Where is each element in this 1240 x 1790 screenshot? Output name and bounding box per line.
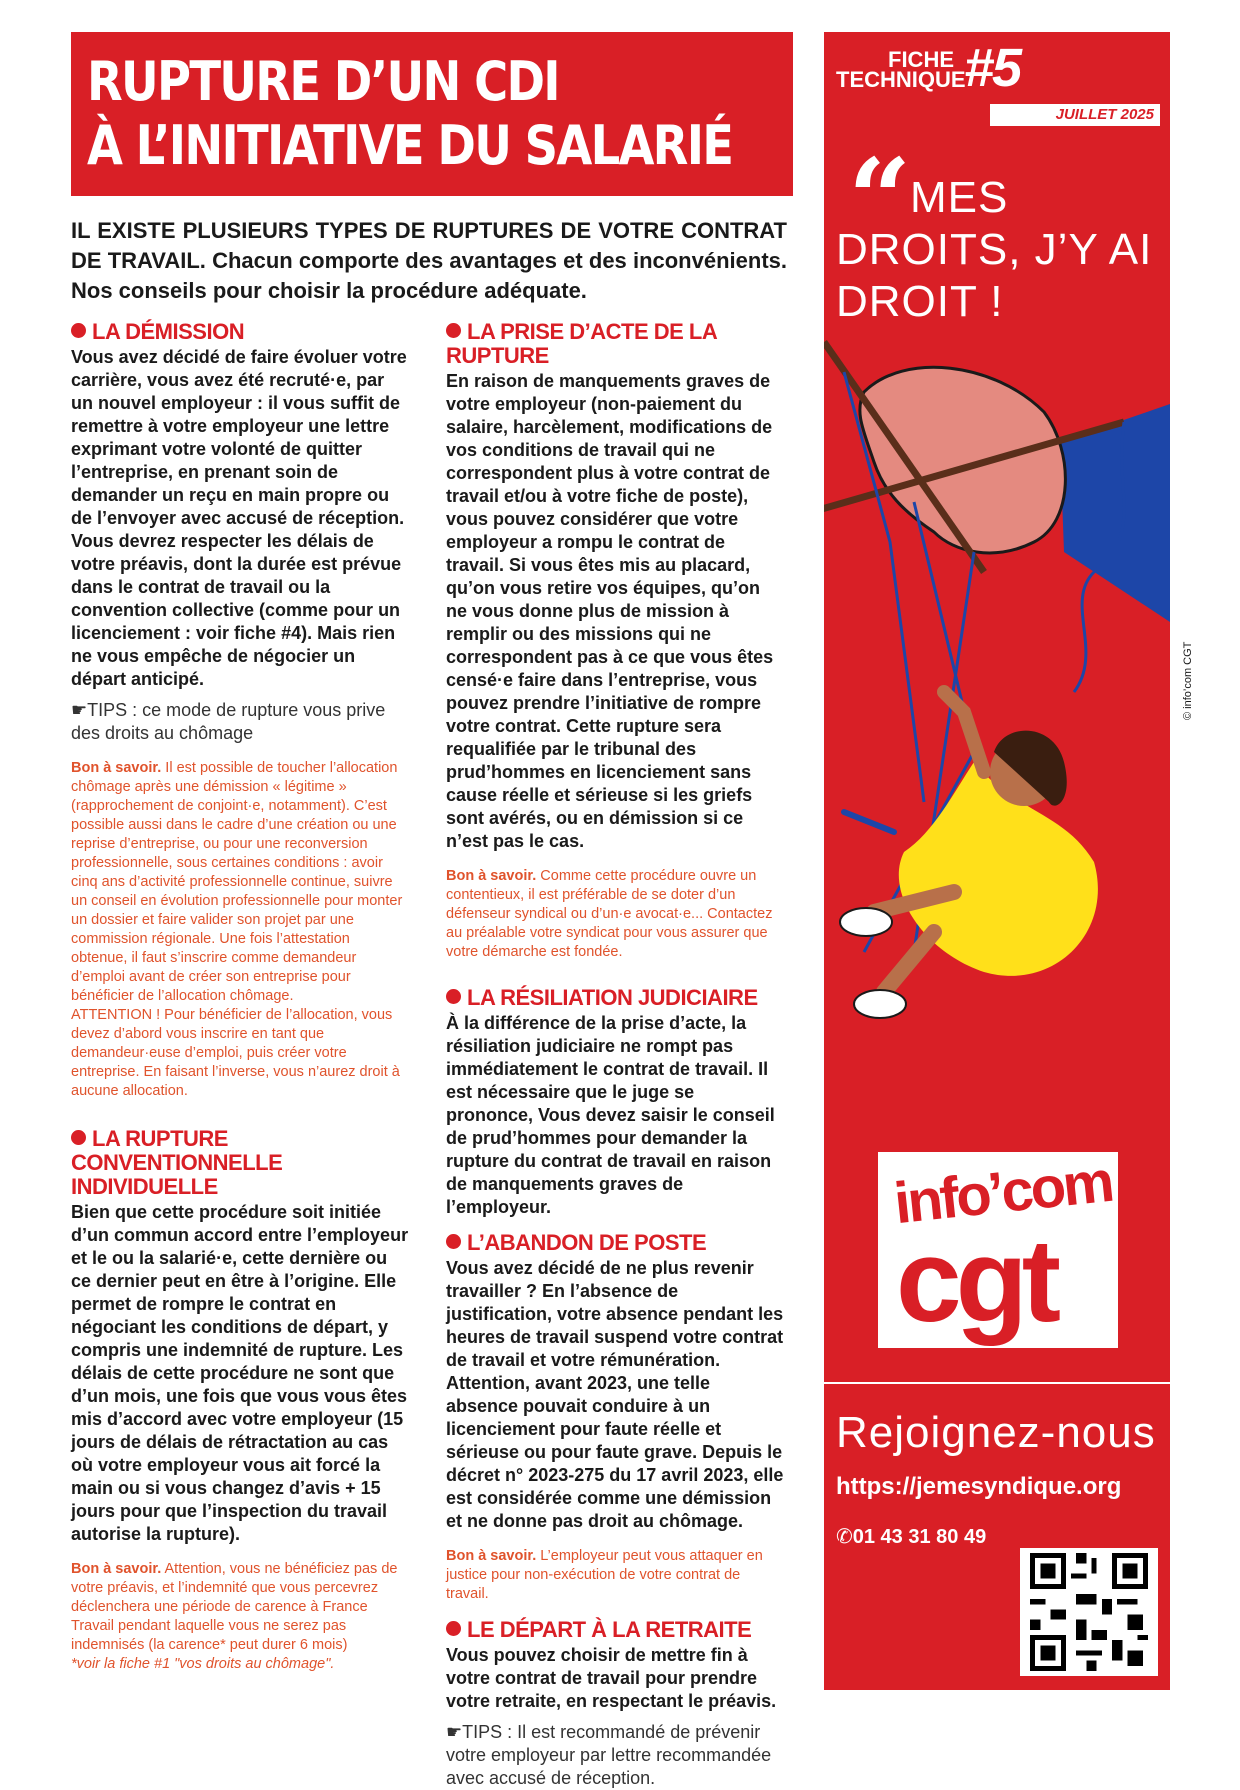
- quote-mark-icon: “: [848, 134, 912, 263]
- issue-date: JUILLET 2025: [990, 104, 1160, 126]
- puppet-illustration: [824, 332, 1170, 1132]
- section-heading: L’ABANDON DE POSTE: [446, 1231, 786, 1255]
- section-demission: [71, 320, 409, 1101]
- tips-text: ☛TIPS : ce mode de rupture vous prive des droits au chômage: [71, 700, 386, 743]
- hand-icon: [860, 367, 1066, 553]
- bullet-dot-icon: [71, 1130, 86, 1145]
- leg-shape: [884, 932, 934, 992]
- intro-text: IL EXISTE PLUSIEURS TYPES DE RUPTURES DE VOTRE CONTRAT DE TRAVAIL. Chacun comporte des avantages et des inconvénients. Nos conseils pour choisir la procédure adéquate.: [71, 218, 787, 303]
- join-link[interactable]: https://jemesyndique.org: [836, 1473, 1122, 1500]
- section-heading: LA RÉSILIATION JUDICIAIRE: [446, 986, 786, 1010]
- bullet-dot-icon: [446, 323, 461, 338]
- column-left: [71, 320, 409, 1674]
- page-title: [87, 50, 732, 178]
- fiche-link[interactable]: *voir la fiche #1 "vos droits au chômage".: [71, 1656, 335, 1672]
- bullet-dot-icon: [446, 1621, 461, 1636]
- section-heading: LA PRISE D’ACTE DE LA RUPTURE: [446, 319, 717, 368]
- bon-a-savoir: Bon à savoir. Il est possible de toucher l’allocation chômage après une démission « légitime » (rapprochement de conjoint·e, notamment). C’est possible aussi dans le cadre d’une création ou une reprise d’entreprise, ou pour une reconversion professionnelle, sous certaines conditions : avoir cinq ans d’activité professionnelle continue, suivre un conseil en évolution professionnelle pour monter un dossier et faire valider son projet par une commission régionale. Une fois l’attestation obtenue, il faut s’inscrire comme demandeur d’emploi avant de créer son entreprise pour bénéficier de l’allocation chômage. ATTENTION ! Pour bénéficier de l’allocation, vous devez d’abord vous inscrire en tant que demandeur·euse d’emploi, puis créer votre entreprise. En faisant l’inverse, vous n’aurez droit à aucune allocation.: [71, 760, 403, 1099]
- section-resiliation: [446, 986, 786, 1219]
- column-middle: [446, 320, 786, 1790]
- section-heading: LA RUPTURE CONVENTIONNELLE INDIVIDUELLE: [71, 1126, 283, 1199]
- bon-a-savoir: Bon à savoir. Attention, vous ne bénéficiez pas de votre préavis, et l’indemnité que vous percevrez déclenchera une période de carence à France Travail pendant laquelle vous ne serez pas indemnisés (la carence* peut durer 6 mois) *voir la fiche #1 "vos droits au chômage".: [71, 1561, 398, 1672]
- section-body: Vous avez décidé de faire évoluer votre carrière, vous avez été recruté·e, par un nouvel employeur : il vous suffit de remettre à votre employeur une lettre exprimant votre volonté de quitter l’entreprise, en prenant soin de demander un reçu en main propre ou de l’envoyer avec accusé de réception. Vous devrez respecter les délais de votre préavis, dont la durée est prévue dans le contrat de travail ou la convention collective (comme pour un licenciement : voir fiche #4). Mais rien ne vous empêche de négocier un départ anticipé.: [71, 347, 407, 689]
- tips-text: ☛TIPS : Il est recommandé de prévenir votre employeur par lettre recommandée avec accusé de réception.: [446, 1722, 772, 1788]
- section-body: Bien que cette procédure soit initiée d’un commun accord entre l’employeur et le ou la salarié·e, cette dernière ou ce dernier peut en être à l’origine. Elle permet de rompre le contrat en négociant les conditions de départ, y compris une indemnité de rupture. Les délais de cette procédure ne sont que d’un mois, une fois que vous vous êtes mis d’accord avec votre employeur (15 jours de délais de rétractation au cas où votre employeur vous ait forcé la main ou si vous changez d’avis + 15 jours pour que l’inspection du travail autorise la rupture).: [71, 1202, 409, 1544]
- shoe-icon: [840, 908, 892, 936]
- join-heading: Rejoignez-nous: [836, 1408, 1156, 1457]
- section-abandon: [446, 1231, 786, 1604]
- title-banner: [71, 32, 793, 196]
- section-body: En raison de manquements graves de votre employeur (non-paiement du salaire, harcèlement, modifications de vos conditions de travail qui ne correspondent plus à votre contrat de travail et/ou à votre fiche de poste), vous pouvez considérer que votre employeur a rompu le contrat de travail. Si vous êtes mis au placard, qu’on vous retire vos équipes, qu’on ne vous donne plus de mission à remplir ou des missions qui ne correspondent pas à ce que vous êtes censé·e faire dans l’entreprise, vous pouvez prendre l’initiative de rompre votre contrat. Cette rupture sera requalifiée par le tribunal des prud’hommes en licenciement sans cause réelle et sérieuse si les griefs sont avérés, ou en démission si ce n’est pas le cas.: [446, 371, 774, 851]
- infocom-cgt-logo: info’com cgt: [878, 1152, 1118, 1348]
- section-body: Vous pouvez choisir de mettre fin à votre contrat de travail pour prendre votre retraite, en respectant le préavis.: [446, 1645, 777, 1711]
- title-line-2: À L’INITIATIVE DU SALARIÉ: [87, 114, 733, 177]
- divider: [824, 1382, 1170, 1384]
- fiche-label: FICHE TECHNIQUE: [836, 47, 966, 92]
- sidebar: [824, 32, 1170, 1690]
- section-heading: LA DÉMISSION: [71, 320, 409, 344]
- bullet-dot-icon: [71, 323, 86, 338]
- bullet-dot-icon: [446, 1234, 461, 1249]
- title-line-1: RUPTURE D’UN CDI: [87, 50, 559, 113]
- bullet-dot-icon: [446, 989, 461, 1004]
- section-prise-acte: [446, 320, 786, 962]
- bon-a-savoir: Bon à savoir. Comme cette procédure ouvre un contentieux, il est préférable de se doter d’un défenseur syndical ou d’un·e avocat·e... Contactez au préalable votre syndicat pour vous assurer que votre démarche est fondée.: [446, 868, 773, 960]
- slogan: MES DROITS, J’Y AI DROIT !: [836, 173, 1153, 326]
- section-body: À la différence de la prise d’acte, la résiliation judiciaire ne rompt pas immédiatement le contrat de travail. Il est nécessaire que le juge se prononce, Vous devez saisir le conseil de prud’hommes pour demander la rupture du contrat de travail en raison de manquements graves de l’employeur.: [446, 1013, 775, 1217]
- qr-code-icon[interactable]: [1020, 1548, 1158, 1676]
- section-heading: LE DÉPART À LA RETRAITE: [446, 1618, 786, 1642]
- section-rupture-conventionnelle: [71, 1127, 409, 1674]
- section-retraite: [446, 1618, 786, 1790]
- scissors-icon: [844, 812, 894, 832]
- image-credit: © info’com CGT: [1182, 641, 1194, 720]
- fiche-number: #5: [964, 38, 1021, 98]
- phone-number: ✆01 43 31 80 49: [836, 1526, 987, 1548]
- shoe-icon: [854, 990, 906, 1018]
- section-body: Vous avez décidé de ne plus revenir travailler ? En l’absence de justification, votre absence pendant les heures de travail suspend votre contrat de travail et votre rémunération. Attention, avant 2023, une telle absence pouvait conduire à un licenciement pour faute réelle et sérieuse ou pour faute grave. Depuis le décret n° 2023-275 du 17 avril 2023, elle est considérée comme une démission et ne donne pas droit au chômage.: [446, 1258, 784, 1531]
- bon-a-savoir: Bon à savoir. L’employeur peut vous attaquer en justice pour non-exécution de votre contrat de travail.: [446, 1548, 763, 1602]
- arm-shape: [944, 692, 984, 772]
